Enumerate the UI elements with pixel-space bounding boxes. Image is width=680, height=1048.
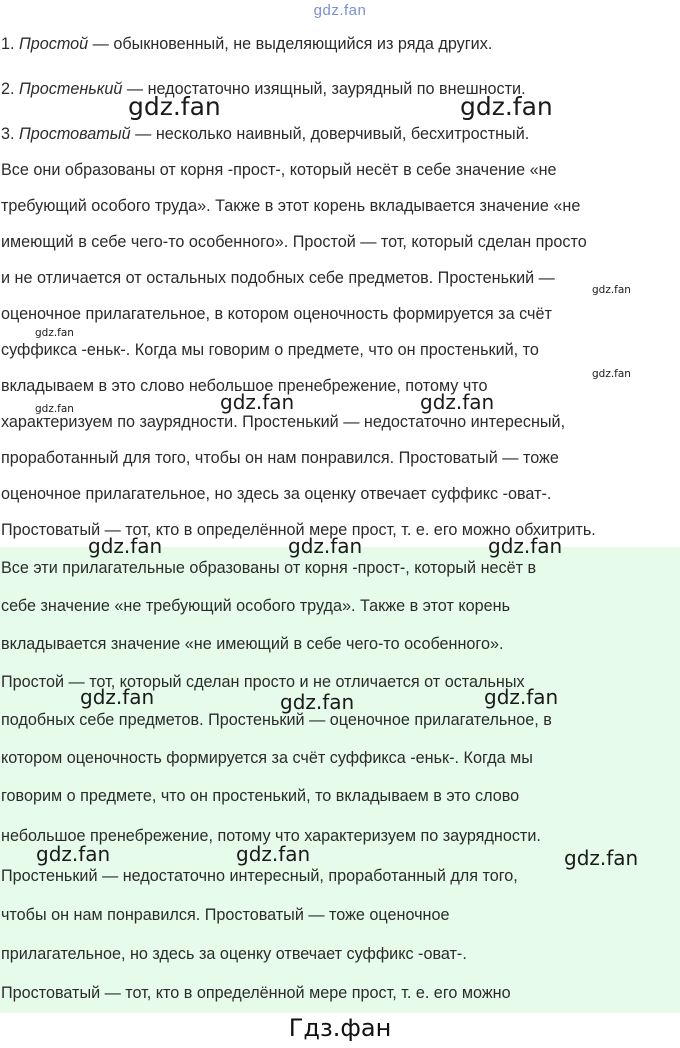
answer-line: себе значение «не требующий особого труда». Также в этот корень (1, 597, 511, 615)
paragraph-line: оценочное прилагательное, но здесь за оценку отвечает суффикс -оват-. (1, 485, 552, 503)
paragraph-line: Простоватый — тот, кто в определённой мере прост, т. е. его можно обхитрить. (1, 521, 596, 539)
answer-line: Простенький — недостаточно интересный, проработанный для того, (1, 867, 518, 885)
watermark: gdz.fan (592, 368, 631, 380)
paragraph-line: имеющий в себе чего-то особенного». Простой — тот, который сделан просто (1, 233, 587, 251)
list-item: 1. Простой — обыкновенный, не выделяющийся из ряда других. (1, 35, 493, 53)
watermark: gdz.fan (35, 327, 74, 339)
watermark: gdz.fan (35, 403, 74, 415)
answer-line: чтобы он нам понравился. Простоватый — тоже оценочное (1, 906, 450, 924)
watermark: gdz.fan (288, 534, 363, 558)
term-word: Простой (19, 35, 89, 53)
answer-line: говорим о предмете, что он простенький, то вкладываем в это слово (1, 787, 520, 805)
watermark: gdz.fan (420, 390, 495, 414)
watermark: gdz.fan (220, 390, 295, 414)
answer-line: Все эти прилагательные образованы от корня -прост-, который несёт в (1, 559, 537, 577)
paragraph-line: вкладываем в это слово небольшое пренебрежение, потому что (1, 377, 488, 395)
paragraph-line: Все они образованы от корня -прост-, который несёт в себе значение «не (1, 161, 557, 179)
paragraph-line: требующий особого труда». Также в этот корень вкладывается значение «не (1, 197, 581, 215)
answer-line: Простоватый — тот, кто в определённой мере прост, т. е. его можно (1, 984, 511, 1002)
answer-line: подобных себе предметов. Простенький — оценочное прилагательное, в (1, 711, 552, 729)
top-watermark: gdz.fan (313, 2, 367, 19)
paragraph-line: суффикса -еньк-. Когда мы говорим о предмете, что он простенький, то (1, 341, 539, 359)
answer-line: вкладывается значение «не имеющий в себе чего-то особенного». (1, 635, 504, 653)
watermark: gdz.fan (484, 685, 559, 709)
term-word: Простоватый (19, 125, 131, 143)
watermark: gdz.fan (236, 842, 311, 866)
paragraph-line: оценочное прилагательное, в котором оценочность формируется за счёт (1, 305, 552, 323)
watermark: gdz.fan (488, 534, 563, 558)
list-item: 2. Простенький — недостаточно изящный, заурядный по внешности. (1, 80, 526, 98)
list-item: 3. Простоватый — несколько наивный, доверчивый, бесхитростный. (1, 125, 530, 143)
footer-label: Гдз.фан (288, 1014, 392, 1042)
paragraph-line: характеризуем по заурядности. Простенький — недостаточно интересный, (1, 413, 566, 431)
watermark: gdz.fan (128, 92, 221, 121)
watermark: gdz.fan (592, 284, 631, 296)
watermark: gdz.fan (280, 690, 355, 714)
answer-line: прилагательное, но здесь за оценку отвечает суффикс -оват-. (1, 945, 467, 963)
answer-line: Простой — тот, который сделан просто и не отличается от остальных (1, 673, 525, 691)
watermark: gdz.fan (36, 842, 111, 866)
paragraph-line: проработанный для того, чтобы он нам понравился. Простоватый — тоже (1, 449, 559, 467)
watermark: gdz.fan (460, 92, 553, 121)
term-word: Простенький (19, 80, 123, 98)
watermark: gdz.fan (80, 685, 155, 709)
answer-line: небольшое пренебрежение, потому что характеризуем по заурядности. (1, 827, 541, 845)
answer-line: котором оценочность формируется за счёт суффикса -еньк-. Когда мы (1, 749, 533, 767)
paragraph-line: и не отличается от остальных подобных себе предметов. Простенький — (1, 269, 555, 287)
watermark: gdz.fan (88, 534, 163, 558)
watermark: gdz.fan (564, 846, 639, 870)
